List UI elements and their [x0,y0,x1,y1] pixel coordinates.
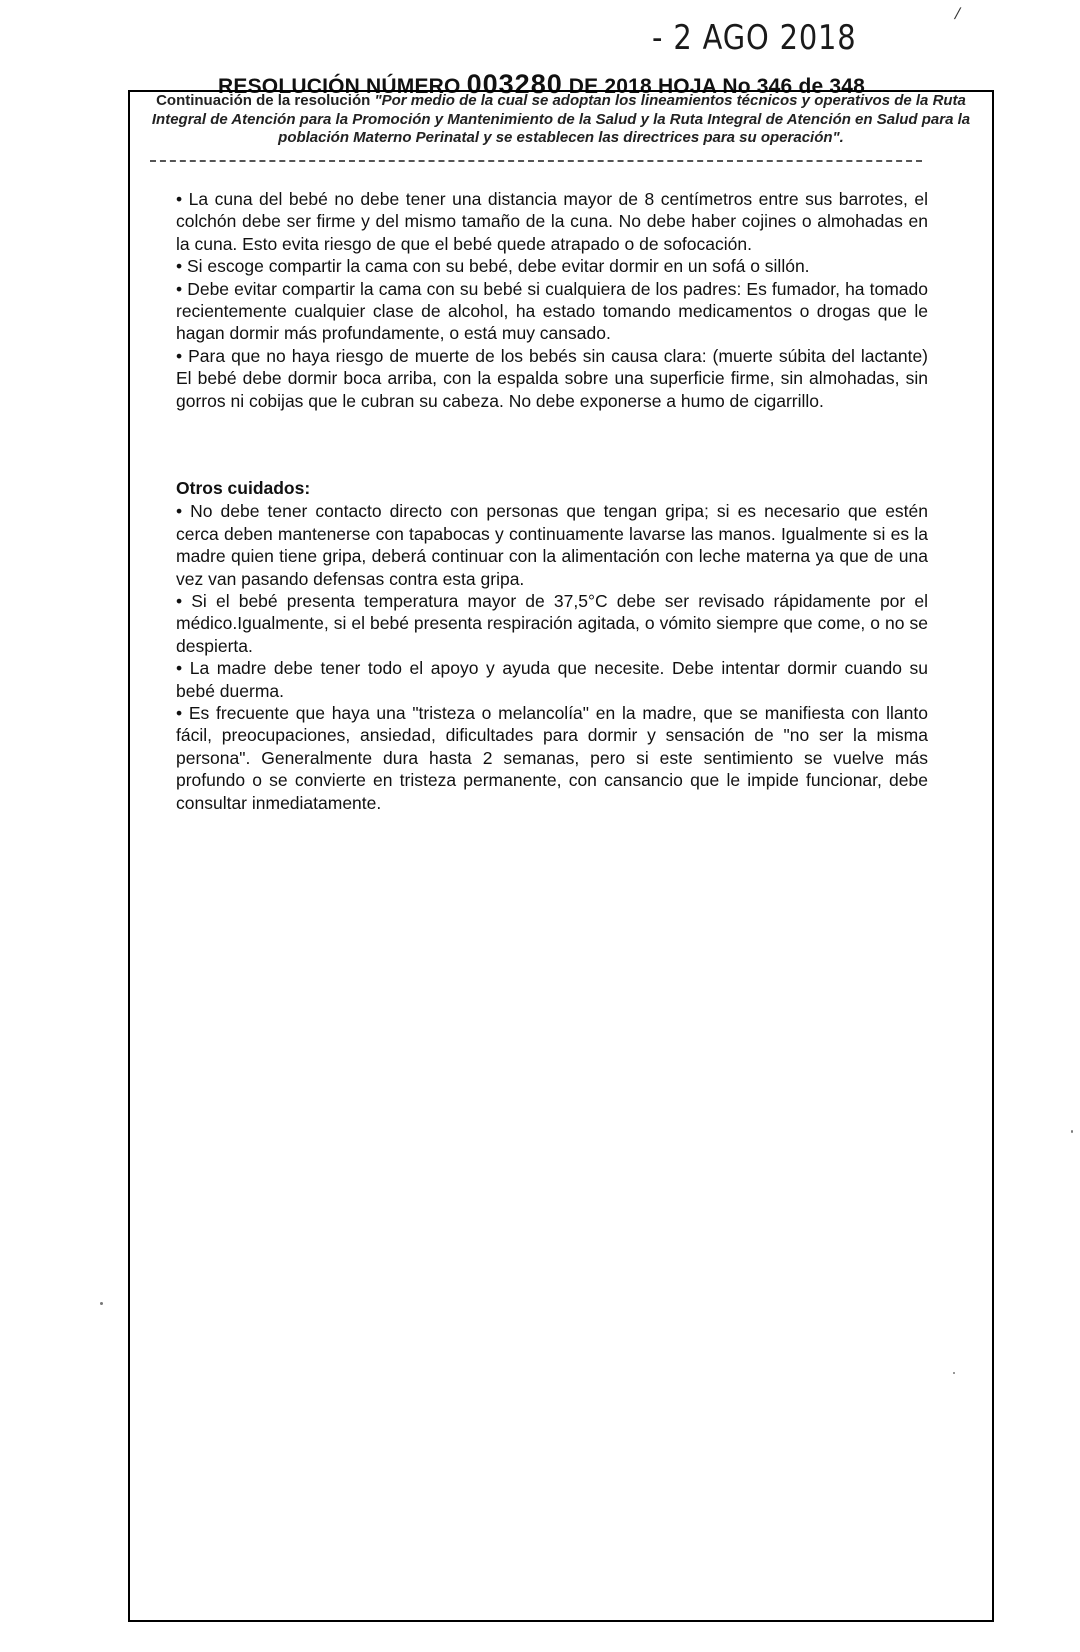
bullet-sudden-death: • Para que no haya riesgo de muerte de los bebés sin causa clara: (muerte súbita del lactante) El bebé debe dormir boca arriba, con la espalda sobre una superficie firme, sin almohadas, sin gorros ni cobijas que le cubran su cabeza. No debe exponerse a humo de cigarrillo. [176,345,928,411]
otros-cuidados-section [176,477,928,814]
continuation-lead: Continuación de la resolución [156,92,371,109]
bullet-flu: • No debe tener contacto directo con personas que tengan gripa; si es necesario que estén cerca deben mantenerse con tapabocas y continuamente lavarse las manos. Igualmente si es la madre quien tiene gripa, deberá continuar con la alimentación con leche materna ya que de una vez van pasando defensas contra esta gripa. [176,501,928,589]
scan-speck [1071,1130,1073,1133]
margin-mark: / [952,6,962,23]
bullet-temperature: • Si el bebé presenta temperatura mayor de 37,5°C debe ser revisado rápidamente por el médico.Igualmente, si el bebé presenta respiración agitada, o vómito siempre que come, o no se despierta. [176,591,928,656]
bullet-avoid-share: • Debe evitar compartir la cama con su bebé si cualquiera de los padres: Es fumador, ha tomado recientemente cualquier clase de alcohol, ha estado tomando medicamentos o drogas que le hagan dormir más profundamente, o está muy cansado. [176,278,928,344]
sleep-recommendations [176,188,928,412]
date-stamp: - 2 AGO 2018 [652,18,857,58]
resolution-number: 003280 [466,69,563,99]
continuation-note [138,92,984,148]
scan-speck [953,1372,955,1374]
bullet-crib: • La cuna del bebé no debe tener una distancia mayor de 8 centímetros entre sus barrotes, el colchón debe ser firme y del mismo tamaño de la cuna. No debe haber cojines o almohadas en la cuna. Esto evita riesgo de que el bebé quede atrapado o de sofocación. [176,189,928,254]
section-title: Otros cuidados: [176,478,311,498]
bullet-sadness: • Es frecuente que haya una "tristeza o melancolía" en la madre, que se manifiesta con llanto fácil, preocupaciones, ansiedad, dificultades para dormir y sensación de "no ser la misma persona". Generalmente dura hasta 2 semanas, pero si este sentimiento se vuelve más profundo o se convierte en tristeza permanente, con cansancio que le impide funcionar, debe consultar inmediatamente. [176,703,928,813]
scan-speck [100,1302,103,1305]
resolution-prefix: RESOLUCIÓN NÚMERO [218,75,461,98]
bullet-share-bed: • Si escoge compartir la cama con su bebé, debe evitar dormir en un sofá o sillón. [176,256,810,277]
continuation-title: "Por medio de la cual se adoptan los lineamientos técnicos y operativos de la Ruta Integral de Atención para la Promoción y Mantenimiento de la Salud y la Ruta Integral de Atención en Salud para la población Materno Perinatal y se establecen las directrices para su operación". [151,92,971,146]
resolution-suffix: DE 2018 HOJA No 346 de 348 [568,75,866,98]
dashed-separator [150,160,922,162]
bullet-support: • La madre debe tener todo el apoyo y ayuda que necesite. Debe intentar dormir cuando su bebé duerma. [176,658,928,701]
